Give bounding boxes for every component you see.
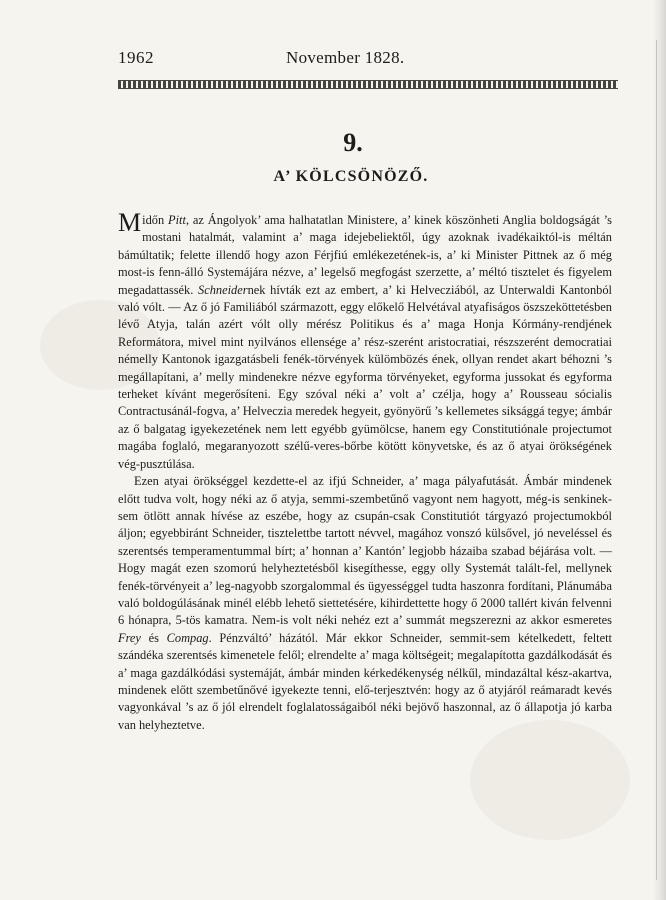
paragraph-2-text: Ezen atyai örökséggel kezdette-el az ifjú Schneider, a’ maga pályafutását. Ámbár mindenek előtt tudva volt, hogy néki az ő atyja, semmi-szembetűnő vagyont nem hagyott, még-is senkinek-sem ötlött annak hívése az eszébe, hogy az csupán-csak Constitutiót tárgyazó projectumokból áljon; egyebbiránt Schneider, tisztelettbe tartott névvel, magához vonszó külsővel, jó neveléssel és szerentsés temperamentummal bírt; a’ honnan a’ Kantón’ legjobb házaiba szabad béjárása volt. — Hogy magát ezen szomorú helyheztetésből kisegíthesse, eggy olly Systemát talált-fel, mellynek fenék-törvényeit a’ leg-nagyobb szorgalommal és ügyességgel tudta haszonra fordítani, Plánumába való boldogúlásának minél elébb lehető siettetésére, kihirdettette hogy ő 2000 tallért kiván felvenni 6 hónapra, 5-tös kamatra. Nem-is volt néki nehéz ezt a’ summát megszerezni az akkor esmeretes — [118, 474, 612, 628]
article-number: 9. — [343, 128, 363, 157]
italic-name-frey: Frey — [118, 630, 141, 645]
dropcap: M — [118, 208, 142, 237]
article-title: A’ KÖLCSÖNÖZŐ. — [273, 168, 429, 185]
paragraph-2-text: . Pénzváltó’ házától. Már ekkor Schneider, semmit-sem kételkedett, feltett szándéka szerentsés kimenetele felől; elrendelte a’ maga költségeit; megalapította gazdálkodását és a’ maga gazdálkódási systemáját, ámbár minden kérkedékenység nélkűl, mindazáltal kész-akartva, mindenek előtt szembetűnővé igyekezte tenni, elő-terjesztvén: hogy az ő atyjáról reámaradt kevés vagyonkával ’s az ő jól elrendelt foglalatosságaiból néki bejövő haszonnal, az ő állapotja jó karba van helyheztetve. — [118, 630, 612, 732]
ornamental-rule — [118, 80, 618, 89]
italic-name-compag: Compag — [166, 630, 209, 645]
italic-name-schneider: Schneider — [198, 282, 248, 297]
paragraph-1 — [118, 208, 612, 473]
paragraph-2 — [118, 473, 612, 734]
italic-name-pitt: Pitt — [168, 213, 186, 227]
paragraph-1-text: nek hívták ezt az embert, a’ ki Helvecziából, az Unterwaldi Kantonból való vólt. — Az ő jó Familiából származott, eggy előkelő Helvétával atyafiságos öszszeköttetésben lévő Atyja, talán azért vólt olly mérész Politikus és a’ maga Honja Kórmány-rendjének Reformátora, mivel mint nyilvános ellensége a’ rész-szerént aristocratiai, részszerént democratiai némelly Kantonok igazgatásbeli fenék-törvények külömbözés ének, ollyan rendet akart béhozni ’s megállapítani, a’ melly mindenekre nézve egyforma törvényeket, egyforma jussokat és egyforma terheket kívánt megerősíteni. Egy szóval néki a’ volt a’ czélja, hogy a’ Rousseau sócialis Contractusánál-fogva, a’ Helveczia meredek hegyeit, gyönyörű ’s kellemetes siksággá tegye; ámbár az ő balgatag igyekezetének nem lett egyébb gyümölcse, hanem egy Constitutiónale projectumot magába foglaló, megaranyozott szélű-veres-bőrbe kötött könyvetske, és az ő atyai örökségének vég-pusztúlása. — [118, 282, 612, 471]
running-title: November 1828. — [286, 48, 405, 67]
article-body — [118, 208, 612, 734]
page-number: 1962 — [118, 48, 154, 67]
paragraph-2-text: és — [140, 630, 167, 645]
paragraph-1-text: , az Ángolyok’ ama halhatatlan Ministere, a’ kinek köszönheti Anglia boldogságát ’s mostani hatalmát, valamint a’ maga idejebeliektől, úgy azoknak ivadékaiktól-is méltán bámúltatik; felette illendő hogy azon Férjfiú emlékezetének-is, a’ ki Minister Pittnek az ő még most-is fenn-álló Systemájára nézve, a’ legelső megfogást szerzette, a’ méltó tisztelet és figyelem megadattassék. — [118, 213, 612, 297]
paper-stain — [470, 720, 630, 840]
running-head — [118, 48, 648, 72]
paragraph-1-text: időn — [142, 213, 169, 227]
